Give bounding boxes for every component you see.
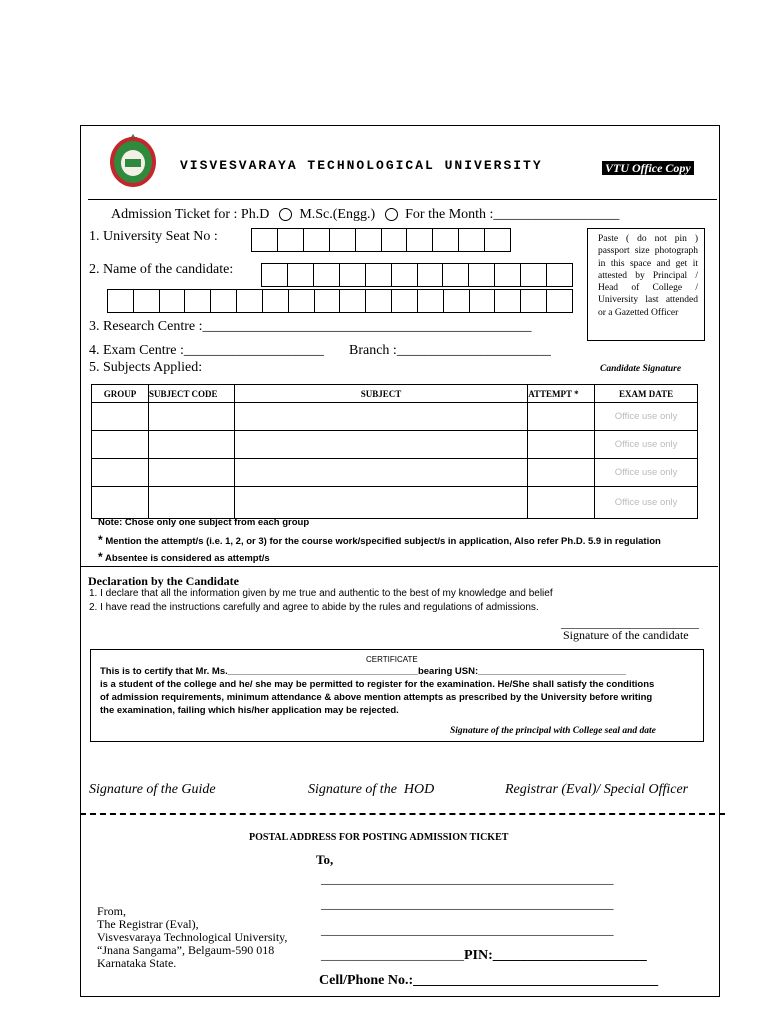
month-blank-tail: _____	[584, 207, 620, 222]
col-group: GROUP	[92, 385, 149, 403]
msc-label: M.Sc.(Engg.)	[299, 207, 376, 222]
from-line-3: “Jnana Sangama”, Belgaum-590 018	[97, 943, 275, 957]
msc-radio[interactable]	[385, 208, 398, 221]
guide-signature: Signature of the Guide	[89, 782, 216, 797]
col-subject-code: SUBJECT CODE	[148, 385, 234, 403]
subjects-table	[91, 384, 698, 519]
col-attempt: ATTEMPT *	[528, 385, 595, 403]
table-row	[92, 403, 698, 431]
exam-centre-field[interactable]: 4. Exam Centre :____________________	[89, 343, 324, 358]
certificate-title: CERTIFICATE	[366, 655, 418, 664]
month-label: For the Month :	[405, 207, 494, 222]
seat-label: 1. University Seat No :	[89, 229, 218, 244]
table-row	[92, 459, 698, 487]
candidate-signature-line[interactable]: _______________________	[561, 616, 699, 630]
postal-title: POSTAL ADDRESS FOR POSTING ADMISSION TICKET	[249, 832, 509, 843]
asterisk: *	[98, 533, 103, 547]
declaration-title: Declaration by the Candidate	[88, 574, 239, 588]
photo-box: Paste ( do not pin ) passport size photograph in this space and get it attested by Principal / Head of College / University last attended or a Gazetted Officer	[587, 228, 705, 341]
subjects-applied-label: 5. Subjects Applied:	[89, 360, 203, 375]
note-one-subject: Note: Chose only one subject from each group	[98, 517, 310, 528]
office-copy-badge: VTU Office Copy	[602, 161, 694, 175]
address-line-3[interactable]: _____________________________________________	[321, 922, 614, 937]
from-label: From,	[97, 904, 127, 918]
certificate-line-2: is a student of the college and he/ she may be permitted to register for the examination. He/She shall satisfy the conditions	[100, 679, 655, 690]
registrar-signature: Registrar (Eval)/ Special Officer	[505, 782, 689, 797]
col-exam-date: EXAM DATE	[595, 385, 698, 403]
from-line-2: Visvesvaraya Technological University,	[97, 930, 288, 944]
seat-number-boxes[interactable]	[251, 228, 511, 252]
university-crest-icon	[108, 131, 158, 189]
certificate-line-1[interactable]: This is to certify that Mr. Ms.____________________________________bearing USN:____________________________	[100, 666, 627, 677]
cut-line	[80, 813, 725, 815]
note-absentee: * Absentee is considered as attempt/s	[98, 550, 270, 564]
admission-line	[111, 207, 619, 223]
university-name: VISVESVARAYA TECHNOLOGICAL UNIVERSITY	[180, 158, 543, 173]
research-centre-field[interactable]: 3. Research Centre :_______________________________________________	[89, 319, 532, 334]
address-line-2[interactable]: _____________________________________________	[321, 896, 614, 911]
to-label: To,	[316, 852, 334, 867]
address-line-4-blank[interactable]: ______________________	[321, 947, 464, 962]
cell-phone-field[interactable]: Cell/Phone No.:___________________________________	[319, 973, 659, 988]
certificate-line-4: the examination, failing which his/her application may be rejected.	[100, 705, 399, 716]
name-boxes-row2[interactable]	[107, 289, 573, 313]
address-line-4	[321, 947, 647, 964]
from-address	[97, 905, 287, 970]
office-use-cell: Office use only	[595, 403, 698, 431]
hod-signature: Signature of the HOD	[308, 782, 435, 797]
office-use-cell: Office use only	[595, 431, 698, 459]
candidate-signature: Signature of the candidate	[563, 628, 689, 642]
name-label: 2. Name of the candidate:	[89, 262, 234, 277]
candidate-signature-label: Candidate Signature	[600, 364, 682, 374]
table-row	[92, 487, 698, 519]
address-line-1[interactable]: _____________________________________________	[321, 871, 614, 886]
certificate-line-3: of admission requirements, minimum attendance & above mention attempts as prescribed by the University before writing	[100, 692, 653, 703]
principal-signature: Signature of the principal with College seal and date	[450, 726, 656, 736]
from-line-1: The Registrar (Eval),	[97, 917, 199, 931]
declaration-item-1: 1. I declare that all the information given by me true and authentic to the best of my knowledge and belief	[89, 588, 553, 599]
note-attempts: * Mention the attempt/s (i.e. 1, 2, or 3) for the course work/specified subject/s in application, Also refer Ph.D. 5.9 in regulation	[98, 533, 661, 547]
office-use-cell: Office use only	[595, 459, 698, 487]
from-line-4: Karnataka State.	[97, 956, 177, 970]
admission-label: Admission Ticket for : Ph.D	[111, 207, 270, 222]
notes-divider	[80, 566, 718, 567]
col-subject: SUBJECT	[234, 385, 527, 403]
table-row	[92, 431, 698, 459]
month-blank[interactable]: _____________	[493, 207, 585, 222]
header-divider	[88, 199, 717, 200]
declaration-item-2: 2. I have read the instructions carefully and agree to abide by the rules and regulations of admissions.	[89, 602, 539, 613]
name-boxes-row1[interactable]	[261, 263, 573, 287]
pin-field[interactable]: PIN:______________________	[464, 948, 647, 963]
phd-radio[interactable]	[279, 208, 292, 221]
office-use-cell: Office use only	[595, 487, 698, 519]
asterisk: *	[98, 550, 103, 564]
branch-field[interactable]: Branch :______________________	[349, 343, 551, 358]
